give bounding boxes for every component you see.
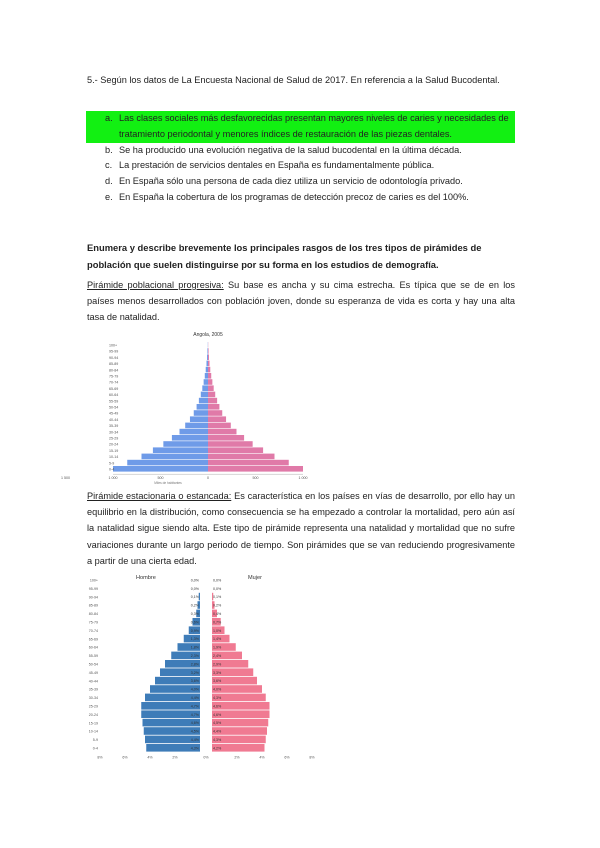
stationary-pyramid-chart — [88, 570, 315, 762]
age-label: 55-59 — [88, 654, 98, 659]
age-label: 85-89 — [109, 362, 119, 367]
age-label: 40-44 — [88, 679, 98, 684]
age-label: 80-84 — [88, 612, 98, 617]
female-value-label: 4,3% — [213, 738, 222, 742]
x-axis-label: Miles de habitantes — [154, 481, 182, 486]
male-value-label: 4,0% — [190, 687, 199, 692]
male-bar — [113, 466, 208, 472]
female-value-label: 2,9% — [213, 662, 222, 667]
male-value-label: 3,2% — [190, 670, 199, 675]
male-value-label: 3,6% — [190, 679, 199, 684]
legend-male: Hombre — [136, 575, 156, 581]
age-label: 45-49 — [88, 670, 98, 675]
stationary-heading: Pirámide estacionaria o estancada: — [87, 491, 232, 501]
age-label: 100+ — [109, 343, 118, 348]
male-bar — [199, 398, 208, 404]
x-tick-label: 500 — [252, 476, 259, 481]
x-tick-label: 6% — [284, 755, 290, 760]
age-label: 85-89 — [88, 603, 98, 608]
female-value-label: 1,9% — [213, 645, 222, 650]
female-value-label: 0,0% — [213, 586, 222, 591]
female-bar — [208, 354, 209, 360]
male-bar — [172, 435, 208, 441]
age-label: 55-59 — [109, 399, 119, 404]
x-tick-label: 4% — [259, 755, 265, 760]
x-tick-label: 4% — [147, 755, 153, 760]
male-value-label: 4,3% — [190, 746, 199, 751]
option-e — [87, 190, 515, 206]
progressive-heading: Pirámide poblacional progresiva: — [87, 280, 224, 290]
option-a-highlight — [86, 111, 515, 143]
male-bar — [204, 379, 208, 385]
x-tick-label: 1 000 — [298, 476, 308, 481]
female-bar — [208, 441, 253, 447]
male-bar — [163, 441, 208, 447]
age-label: 45-49 — [109, 411, 119, 416]
age-label: 95-99 — [88, 586, 98, 591]
male-value-label: 0,6% — [190, 620, 199, 625]
option-letter: b. — [105, 144, 113, 155]
male-value-label: 1,3% — [190, 637, 199, 642]
age-label: 0-4 — [92, 746, 98, 751]
female-value-label: 2,4% — [213, 654, 222, 658]
age-label: 30-34 — [88, 696, 98, 701]
female-value-label: 3,6% — [213, 679, 222, 684]
age-label: 50-54 — [109, 405, 119, 410]
female-bar — [208, 392, 215, 398]
question-5-title: 5.- Según los datos de La Encuesta Nacional de Salud de 2017. En referencia a la Salud Bucodental. — [87, 75, 500, 85]
female-value-label: 4,6% — [213, 712, 222, 717]
option-text: Se ha producido una evolución negativa de la salud bucodental en la última década. — [119, 144, 462, 155]
female-bar — [208, 367, 210, 373]
female-value-label: 1,4% — [213, 637, 222, 642]
x-tick-label: 2% — [234, 755, 240, 760]
progressive-section — [87, 277, 515, 326]
male-bar — [194, 410, 208, 416]
progressive-text: Su base es ancha y su cima estrecha. Es típica que se de en los países menos desarrollados con población joven, donde su esperanza de vida es corta y hay una alta tasa de natalidad. — [87, 280, 515, 323]
male-bar — [180, 429, 209, 435]
x-tick-label: 0% — [203, 755, 209, 760]
age-label: 25-29 — [88, 704, 98, 709]
answer-options — [87, 111, 515, 206]
age-label: 60-64 — [88, 645, 98, 650]
male-bar — [206, 361, 208, 367]
male-bar — [206, 367, 208, 373]
x-tick-label: 2% — [172, 755, 178, 760]
male-bar — [185, 423, 208, 429]
age-label: 100+ — [89, 578, 98, 583]
x-tick-label: 1 500 — [61, 476, 70, 481]
option-letter: e. — [105, 191, 113, 202]
x-tick-label: 8% — [97, 755, 103, 760]
male-bar — [153, 447, 208, 453]
male-value-label: 4,4% — [190, 696, 199, 700]
male-bar — [201, 392, 208, 398]
option-text: En España la cobertura de los programas de detección precoz de caries es del 100%. — [119, 191, 469, 202]
female-bar — [208, 385, 214, 391]
female-value-label: 4,0% — [213, 687, 222, 692]
stationary-text: Es característica en los países en vías de desarrollo, por ello hay un equilibrio en la distribución, como consecuencia se ha empezado a controlar la mortalidad, pero aún así la natalidad sigue siendo alta. Este tipo de pirámide representa una natalidad y mortalidad que no sufre variaciones durante un largo periodo de tiempo. Son pirámides que se van reduciendo progresivamente a partir de una cierta edad. — [87, 491, 515, 566]
age-label: 35-39 — [88, 687, 98, 692]
female-value-label: 4,5% — [213, 721, 222, 726]
female-value-label: 1,0% — [213, 628, 222, 633]
age-label: 40-44 — [109, 417, 119, 422]
option-letter: c. — [105, 160, 113, 171]
female-bar — [208, 373, 211, 379]
male-value-label: 2,8% — [190, 662, 199, 667]
male-value-label: 4,5% — [190, 729, 199, 734]
female-bar — [208, 454, 275, 460]
option-b — [87, 143, 515, 159]
male-value-label: 1,8% — [190, 645, 199, 650]
age-label: 80-84 — [109, 368, 119, 373]
male-value-label: 0,3% — [190, 612, 199, 616]
age-label: 15-19 — [109, 448, 119, 453]
female-value-label: 0,7% — [213, 620, 222, 625]
female-bar — [208, 429, 237, 435]
male-value-label: 0,0% — [190, 578, 199, 583]
x-tick-label: 500 — [157, 476, 164, 481]
female-value-label: 0,1% — [213, 595, 222, 600]
age-label: 95-99 — [109, 349, 119, 354]
male-value-label: 4,7% — [190, 712, 199, 717]
male-value-label: 0,0% — [190, 586, 199, 591]
female-value-label: 4,6% — [213, 704, 222, 709]
male-value-label: 4,6% — [190, 721, 199, 726]
female-value-label: 4,2% — [213, 746, 222, 751]
option-text: Las clases sociales más desfavorecidas presentan mayores niveles de caries y necesidades de tratamiento periodontal y menores índices de restauración de las piezas dentales. — [119, 113, 509, 139]
male-bar — [142, 454, 209, 460]
male-bar — [197, 404, 208, 410]
legend-female: Mujer — [248, 575, 262, 581]
option-letter: a. — [105, 113, 113, 123]
male-bar — [207, 348, 208, 354]
female-value-label: 4,4% — [213, 729, 222, 734]
male-bar — [202, 385, 208, 391]
male-value-label: 0,2% — [190, 603, 199, 608]
male-value-label: 0,1% — [190, 595, 199, 600]
age-label: 30-34 — [109, 430, 119, 435]
age-label: 75-79 — [109, 374, 119, 379]
option-d — [87, 174, 515, 190]
age-label: 65-69 — [109, 386, 119, 391]
age-label: 65-69 — [88, 637, 98, 642]
x-tick-label: 0 — [207, 476, 209, 481]
male-bar — [207, 354, 208, 360]
male-value-label: 0,9% — [190, 628, 199, 633]
male-value-label: 4,4% — [190, 738, 199, 742]
option-text: En España sólo una persona de cada diez utiliza un servicio de odontología privado. — [119, 176, 463, 187]
age-label: 5-9 — [92, 738, 98, 743]
female-bar — [208, 460, 289, 466]
male-bar — [127, 460, 208, 466]
female-value-label: 4,3% — [213, 696, 222, 700]
female-bar — [208, 466, 303, 472]
female-bar — [208, 398, 217, 404]
age-label: 50-54 — [88, 662, 98, 667]
x-tick-label: 1 000 — [108, 476, 118, 481]
female-bar — [208, 379, 212, 385]
age-label: 35-39 — [109, 424, 119, 429]
age-label: 20-24 — [109, 442, 119, 447]
female-value-label: 3,3% — [213, 670, 222, 675]
female-value-label: 0,4% — [213, 612, 222, 616]
age-label: 20-24 — [88, 712, 98, 717]
age-label: 10-14 — [88, 729, 98, 734]
female-bar — [208, 447, 263, 453]
male-bar — [205, 373, 208, 379]
option-letter: d. — [105, 176, 113, 187]
age-label: 90-94 — [88, 595, 98, 600]
option-c — [87, 158, 515, 174]
angola-pyramid-chart — [61, 328, 308, 486]
option-text: La prestación de servicios dentales en España es fundamentalmente pública. — [119, 160, 435, 171]
female-bar — [208, 435, 244, 441]
female-bar — [208, 423, 231, 429]
age-label: 90-94 — [109, 355, 119, 360]
stationary-section — [87, 488, 515, 569]
age-label: 75-79 — [88, 620, 98, 625]
female-bar — [208, 348, 209, 354]
male-value-label: 4,7% — [190, 704, 199, 709]
age-label: 60-64 — [109, 393, 119, 398]
female-value-label: 0,0% — [213, 578, 222, 583]
question-pyramids-title: Enumera y describe brevemente los principales rasgos de los tres tipos de pirámides de población que suelen distinguirse por su forma en los estudios de demografía. — [87, 242, 482, 270]
chart-title: Angola, 2005 — [193, 332, 223, 338]
female-value-label: 0,2% — [213, 603, 222, 608]
age-label: 5-9 — [109, 461, 115, 466]
age-label: 70-74 — [109, 380, 119, 385]
age-label: 10-14 — [109, 455, 119, 460]
female-bar — [208, 416, 226, 422]
x-tick-label: 6% — [122, 755, 128, 760]
female-bar — [208, 404, 219, 410]
x-tick-label: 8% — [309, 755, 315, 760]
age-label: 0-4 — [109, 467, 115, 472]
age-label: 70-74 — [88, 628, 98, 633]
age-label: 15-19 — [88, 721, 98, 726]
age-label: 25-29 — [109, 436, 119, 441]
male-bar — [190, 416, 208, 422]
female-bar — [208, 361, 210, 367]
male-value-label: 2,3% — [190, 654, 199, 658]
option-a — [87, 111, 515, 143]
female-bar — [208, 410, 222, 416]
